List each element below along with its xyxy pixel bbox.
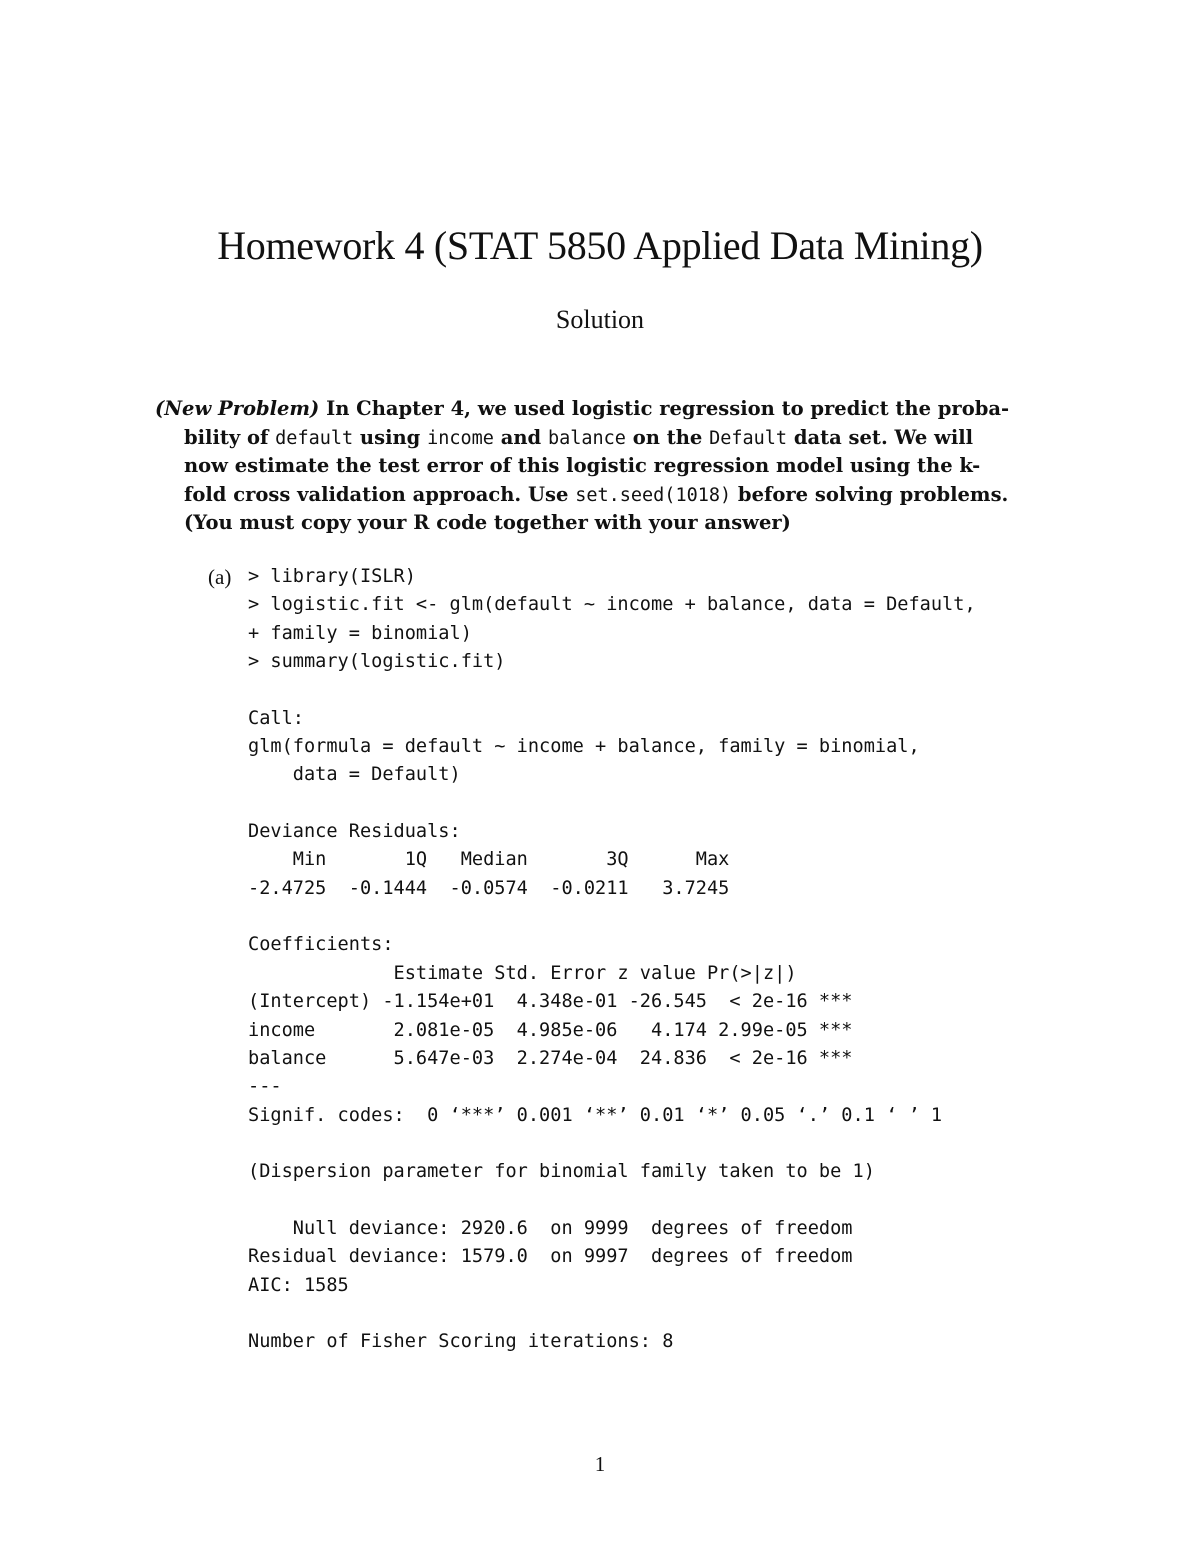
code-line: glm(formula = default ~ income + balance, family = binomial,: [248, 736, 920, 758]
part-a-label: (a): [208, 565, 232, 589]
problem-line-2-t1: bility of: [184, 425, 276, 449]
problem-line-2-t2: using: [353, 425, 428, 449]
code-line: balance 5.647e-03 2.274e-04 24.836 < 2e-16 ***: [248, 1047, 853, 1069]
problem-line-4-t1: fold cross validation approach. Use: [184, 482, 576, 506]
code-line: > logistic.fit <- glm(default ~ income + balance, data = Default,: [248, 594, 976, 616]
r-code-output: [248, 563, 976, 1357]
code-line: + family = binomial): [248, 622, 472, 644]
code-line: > library(ISLR): [248, 566, 416, 587]
code-line: Call:: [248, 707, 304, 729]
code-line: Null deviance: 2920.6 on 9999 degrees of freedom: [248, 1217, 853, 1239]
code-line: > summary(logistic.fit): [248, 651, 506, 673]
code-line: (Intercept) -1.154e+01 4.348e-01 -26.545 < 2e-16 ***: [248, 991, 853, 1013]
problem-line-1-text: In Chapter 4, we used logistic regression to predict the proba-: [319, 397, 1010, 420]
code-line: Residual deviance: 1579.0 on 9997 degrees of freedom: [248, 1246, 853, 1268]
page-number: 1: [594, 1452, 606, 1476]
document-title: Homework 4 (STAT 5850 Applied Data Mining): [217, 223, 983, 268]
code-line: Estimate Std. Error z value Pr(>|z|): [248, 962, 797, 984]
problem-line-5: (You must copy your R code together with your answer): [184, 511, 791, 534]
problem-line-1: [155, 395, 1061, 424]
code-line: Signif. codes: 0 ‘***’ 0.001 ‘**’ 0.01 ‘*’ 0.05 ‘.’ 0.1 ‘ ’ 1: [248, 1104, 943, 1126]
code-line: Number of Fisher Scoring iterations: 8: [248, 1331, 674, 1353]
code-line: Coefficients:: [248, 934, 394, 956]
code-line: -2.4725 -0.1444 -0.0574 -0.0211 3.7245: [248, 877, 730, 899]
problem-line-4-t2: before solving problems.: [731, 482, 1009, 506]
code-term-balance: balance: [547, 427, 626, 449]
code-term-set-seed: set.seed(1018): [575, 484, 732, 506]
code-line: (Dispersion parameter for binomial family taken to be 1): [248, 1161, 875, 1183]
code-line: AIC: 1585: [248, 1274, 349, 1296]
code-term-Default: Default: [709, 427, 788, 449]
code-line: Deviance Residuals:: [248, 821, 461, 843]
document-subtitle: Solution: [555, 305, 645, 334]
problem-line-2: [155, 424, 1061, 453]
code-line: data = Default): [248, 764, 461, 786]
problem-line-2-t3: and: [493, 425, 548, 449]
problem-label: (New Problem): [155, 397, 320, 420]
problem-line-3: now estimate the test error of this logistic regression model using the k-: [184, 454, 981, 477]
code-term-default: default: [275, 427, 354, 449]
code-line: ---: [248, 1076, 282, 1098]
problem-line-2-t4: on the: [625, 425, 710, 449]
problem-statement: [155, 395, 1061, 538]
problem-line-2-t5: data set. We will: [787, 425, 974, 449]
problem-line-4: [155, 481, 1061, 510]
code-term-income: income: [427, 427, 494, 449]
code-line: income 2.081e-05 4.985e-06 4.174 2.99e-05 ***: [248, 1019, 853, 1041]
code-line: Min 1Q Median 3Q Max: [248, 849, 730, 871]
